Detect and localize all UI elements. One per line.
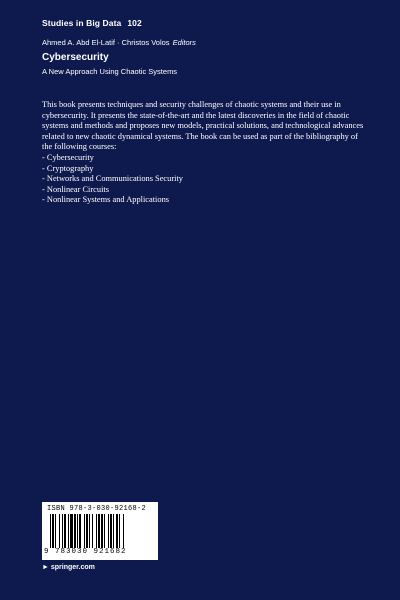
series-number: 102 — [127, 18, 142, 28]
editors-line — [42, 38, 196, 47]
course-list — [42, 153, 183, 206]
barcode-bars — [50, 514, 150, 548]
course-item: - Cryptography — [42, 164, 183, 175]
course-item: - Nonlinear Circuits — [42, 185, 183, 196]
isbn-label: ISBN 978-3-030-92168-2 — [47, 505, 147, 513]
book-title: Cybersecurity — [42, 52, 109, 63]
course-item: - Networks and Communications Security — [42, 174, 183, 185]
series-line — [42, 18, 142, 28]
description-text: This book presents techniques and security challenges of chaotic systems and their use in cybersecurity. It presents the state-of-the-art and the latest discoveries in the field of chaotic systems and methods and proposes new models, practical solutions, and technological advances related to new chaotic dynamical systems. The book can be used as part of the bibliography of the following courses: — [42, 100, 364, 151]
editor-role: Editors — [172, 38, 196, 47]
barcode-digits: 9 783030 921682 — [44, 548, 127, 556]
course-item: - Nonlinear Systems and Applications — [42, 195, 183, 206]
editor-names: Ahmed A. Abd El-Latif · Christos Volos — [42, 38, 170, 47]
series-name: Studies in Big Data — [42, 18, 122, 28]
book-subtitle: A New Approach Using Chaotic Systems — [42, 67, 178, 76]
isbn-barcode — [42, 502, 158, 560]
publisher-link[interactable] — [42, 564, 95, 571]
arrow-right-icon: ► — [42, 564, 49, 571]
publisher-url: springer.com — [50, 564, 95, 571]
course-item: - Cybersecurity — [42, 153, 183, 164]
